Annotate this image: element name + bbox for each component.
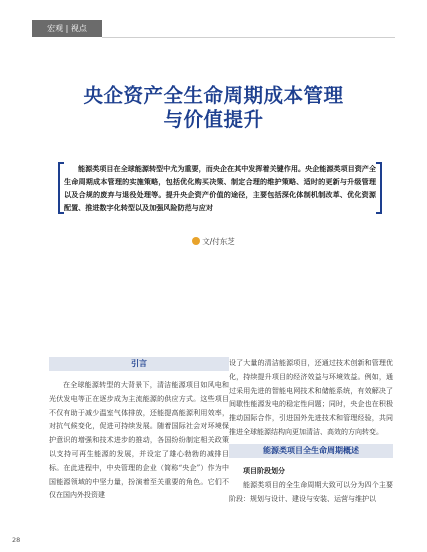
section-heading-intro: 引言 — [49, 357, 229, 371]
article-title — [0, 84, 427, 132]
author-icon — [192, 237, 200, 245]
title-line-2: 与价值提升 — [163, 108, 264, 131]
continuation-paragraph: 设了大量的清洁能源项目，还通过技术创新和管理优化，持续提升项目的经济效益与环境效益。例如，通过采用先进的智能电网技术和储能系统，有效解决了间歇性能源发电的稳定性问题；同时，央企也在积极推动国际合作，引进国外先进技术和管理经验，共同推进全球能源结构向更加清洁、高效的方向转变。 — [229, 359, 393, 436]
author-line — [0, 236, 427, 247]
subheading-stages: 项目阶段划分 — [243, 466, 285, 475]
section-tag: 宏观 | 视点 — [32, 20, 102, 37]
abstract-box — [64, 162, 376, 214]
bracket-right — [376, 162, 382, 214]
stages-paragraph: 能源类项目的全生命周期大致可以分为四个主要阶段：规划与设计、建设与安装、运营与维护以 — [229, 480, 393, 503]
page-number: 28 — [12, 536, 21, 544]
section-heading-overview: 能源类项目全生命周期概述 — [229, 444, 393, 458]
author-name: 文/付东芝 — [202, 237, 235, 246]
title-line-1: 央企资产全生命周期成本管理 — [83, 84, 344, 107]
left-column — [49, 357, 229, 503]
header-divider — [102, 37, 395, 38]
abstract-text: 能源类项目在全球能源转型中尤为重要，而央企在其中发挥着关键作用。央企能源类项目资产全生命周期成本管理的实施策略，包括优化购买决策、制定合理的维护策略、适时的更新与升级管理以及合规的废弃与退役处理等。提升央企资产价值的途径，主要包括深化体制机制改革、优化资源配置、推进数字化转型以及加强风险防范与应对 — [64, 164, 376, 212]
bracket-left — [58, 162, 64, 214]
right-column — [229, 357, 393, 506]
intro-paragraph: 在全球能源转型的大背景下，清洁能源项目如风电和光伏发电等正在逐步成为主流能源的供应方式。这些项目不仅有助于减少温室气体排放，还能提高能源利用效率，对抗气候变化，促进可持续发展。随着国际社会对环境保护意识的增强和技术进步的推动，各国纷纷制定相关政策以支持可再生能源的发展，并设定了雄心勃勃的减排目标。在此进程中，中央管理的企业（简称“央企”）作为中国能源领域的中坚力量，扮演着至关重要的角色。它们不仅在国内外投资建 — [49, 381, 229, 500]
